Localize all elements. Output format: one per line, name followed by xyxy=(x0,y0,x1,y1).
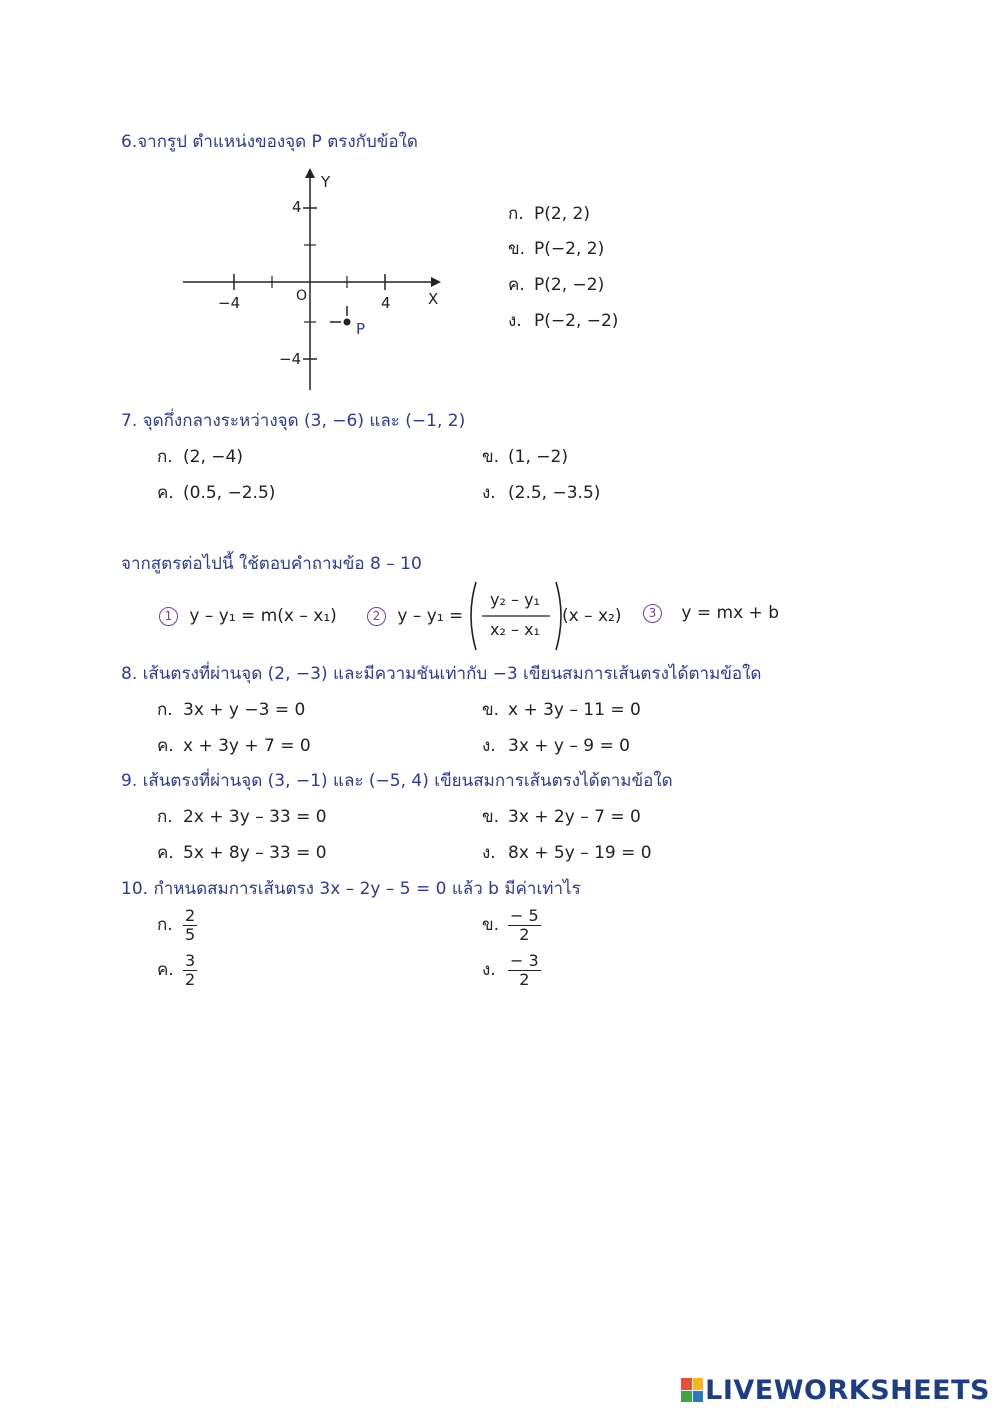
q10-question: 10. กำหนดสมการเส้นตรง 3x – 2y – 5 = 0 แล้ว b มีค่าเท่าไร xyxy=(121,879,581,899)
q10-option-d[interactable]: ง. $\frac{- 3}{2}$ xyxy=(482,951,539,989)
y-axis-arrow xyxy=(305,168,315,178)
liveworksheets-logo[interactable] xyxy=(681,1375,990,1405)
q6-coordinate-graph xyxy=(175,168,455,398)
fraction: $\frac{- 5}{2}$ xyxy=(510,906,539,944)
formula-1-text: y – y₁ = m(x – x₁) xyxy=(189,606,337,626)
origin-label: O xyxy=(296,288,308,304)
q8-option-c[interactable]: ค. x + 3y + 7 = 0 xyxy=(157,736,311,756)
q8-question: 8. เส้นตรงที่ผ่านจุด (2, −3) และมีความชันเท่ากับ −3 เขียนสมการเส้นตรงได้ตามข้อใด xyxy=(121,664,762,684)
q7-option-d[interactable]: ง. (2.5, −3.5) xyxy=(482,483,601,503)
formula-1 xyxy=(159,606,337,626)
y-axis-label: Y xyxy=(321,173,331,191)
q7-option-a[interactable]: ก. (2, −4) xyxy=(157,447,243,467)
formula-3 xyxy=(643,603,779,623)
logo-mark-icon xyxy=(681,1378,703,1402)
point-p-label: P xyxy=(356,320,366,338)
tick-y-neg: −4 xyxy=(279,350,302,368)
q7-question: 7. จุดกึ่งกลางระหว่างจุด (3, −6) และ (−1, 2) xyxy=(121,411,466,431)
q6-option-c[interactable]: ค. P(2, −2) xyxy=(508,275,605,295)
q6-option-d[interactable]: ง. P(−2, −2) xyxy=(508,311,619,331)
formula-3-text: y = mx + b xyxy=(681,603,779,623)
x-axis-label: X xyxy=(428,290,439,308)
q10-option-c[interactable]: ค. $\frac{3}{2}$ xyxy=(157,951,196,989)
formula-2 xyxy=(367,606,463,626)
q8-option-d[interactable]: ง. 3x + y – 9 = 0 xyxy=(482,736,630,756)
fraction: $\frac{- 3}{2}$ xyxy=(510,951,539,989)
formula-1-number: 1 xyxy=(159,607,178,626)
formula-2-numerator: y₂ – y₁ xyxy=(490,590,540,609)
q8-option-b[interactable]: ข. x + 3y – 11 = 0 xyxy=(482,700,641,720)
q9-option-c[interactable]: ค. 5x + 8y – 33 = 0 xyxy=(157,843,327,863)
q9-option-b[interactable]: ข. 3x + 2y – 7 = 0 xyxy=(482,807,641,827)
fraction: $\frac{3}{2}$ xyxy=(185,951,196,989)
q9-option-a[interactable]: ก. 2x + 3y – 33 = 0 xyxy=(157,807,327,827)
formula-3-number: 3 xyxy=(643,604,662,623)
point-p xyxy=(344,319,351,326)
q6-option-b[interactable]: ข. P(−2, 2) xyxy=(508,239,605,259)
formula-2-left: y – y₁ = xyxy=(397,606,464,626)
fraction: $\frac{2}{5}$ xyxy=(185,906,196,944)
q9-option-d[interactable]: ง. 8x + 5y – 19 = 0 xyxy=(482,843,652,863)
q9-question: 9. เส้นตรงที่ผ่านจุด (3, −1) และ (−5, 4) เขียนสมการเส้นตรงได้ตามข้อใด xyxy=(121,771,673,791)
q10-option-b[interactable]: ข. $\frac{- 5}{2}$ xyxy=(482,906,539,944)
tick-x-neg: −4 xyxy=(218,294,241,312)
tick-y-pos: 4 xyxy=(292,198,302,216)
formula-2-right: (x – x₂) xyxy=(562,606,622,626)
q10-option-a[interactable]: ก. $\frac{2}{5}$ xyxy=(157,906,196,944)
tick-x-pos: 4 xyxy=(381,294,391,312)
q8-option-a[interactable]: ก. 3x + y −3 = 0 xyxy=(157,700,306,720)
q6-question: 6.จากรูป ตำแหน่งของจุด P ตรงกับข้อใด xyxy=(121,132,418,152)
formulas-intro: จากสูตรต่อไปนี้ ใช้ตอบคำถามข้อ 8 – 10 xyxy=(121,554,422,574)
logo-text: LIVEWORKSHEETS xyxy=(705,1374,990,1406)
q7-option-c[interactable]: ค. (0.5, −2.5) xyxy=(157,483,276,503)
q7-option-b[interactable]: ข. (1, −2) xyxy=(482,447,568,467)
x-axis-arrow xyxy=(431,277,441,287)
q6-option-a[interactable]: ก. P(2, 2) xyxy=(508,204,590,224)
formula-2-denominator: x₂ – x₁ xyxy=(490,620,540,639)
formula-2-number: 2 xyxy=(367,607,386,626)
